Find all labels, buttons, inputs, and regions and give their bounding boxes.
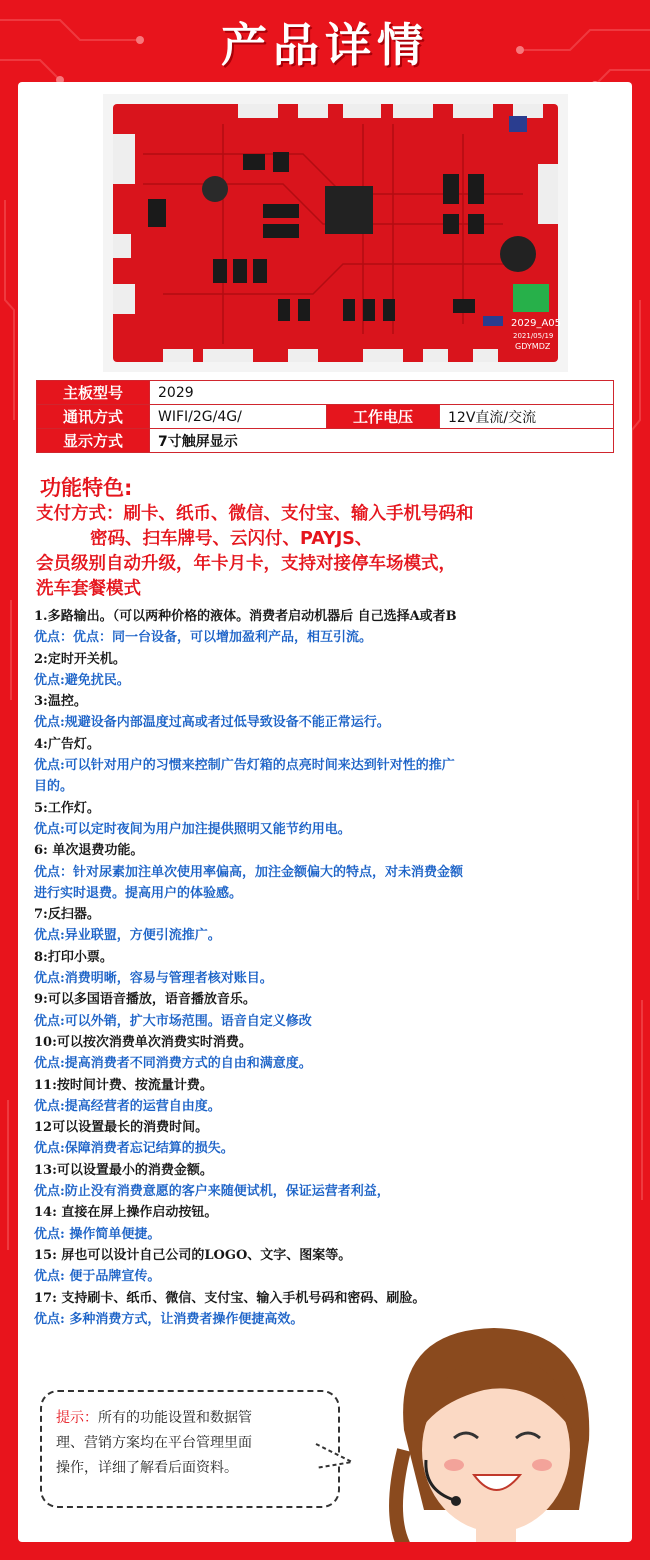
feature-item-advantage: 优点: 便于品牌宣传。 xyxy=(34,1269,161,1285)
customer-service-girl-illustration xyxy=(364,1310,630,1542)
feature-item-heading: 7:反扫器。 xyxy=(34,907,100,923)
spec-comm-value: WIFI/2G/4G/ xyxy=(150,405,327,429)
spec-model-value: 2029 xyxy=(150,381,614,405)
feature-item-advantage: 优点:消费明晰，容易与管理者核对账目。 xyxy=(34,971,273,987)
features-title: 功能特色: xyxy=(40,476,133,500)
tip-label: 提示： xyxy=(56,1410,98,1426)
spec-display-label: 显示方式 xyxy=(37,429,150,453)
feature-item-advantage: 优点: 多种消费方式，让消费者操作便捷高效。 xyxy=(34,1311,304,1327)
board-date-label: 2021/05/19 xyxy=(513,332,554,340)
features-line: 洗车套餐模式 xyxy=(36,579,141,599)
feature-item-heading: 11:按时间计费、按流量计费。 xyxy=(34,1077,213,1093)
feature-item-advantage: 进行实时退费。提高用户的体验感。 xyxy=(34,885,243,901)
features-line: 支付方式：刷卡、纸币、微信、支付宝、输入手机号码和 xyxy=(36,504,474,524)
feature-list xyxy=(34,608,624,1332)
feature-item-heading: 12可以设置最长的消费时间。 xyxy=(34,1120,209,1136)
feature-item-heading: 5:工作灯。 xyxy=(34,800,100,816)
tip-text: 理、营销方案均在平台管理里面 xyxy=(56,1435,252,1451)
feature-item-advantage: 目的。 xyxy=(34,779,74,795)
spec-comm-label: 通讯方式 xyxy=(37,405,150,429)
feature-item-advantage: 优点: 操作简单便捷。 xyxy=(34,1226,161,1242)
feature-item-advantage: 优点:提高消费者不同消费方式的自由和满意度。 xyxy=(34,1056,312,1072)
features-line: 密码、扫车牌号、云闪付、PAYJS、 xyxy=(90,529,373,549)
feature-item-heading: 3:温控。 xyxy=(34,694,87,710)
tip-text: 所有的功能设置和数据管 xyxy=(98,1410,252,1426)
tip-bubble xyxy=(40,1390,340,1508)
feature-item-advantage: 优点:防止没有消费意愿的客户来随便试机，保证运营者利益， xyxy=(34,1184,390,1200)
feature-item-heading: 9:可以多国语音播放，语音播放音乐。 xyxy=(34,992,256,1008)
feature-item-advantage: 优点:可以定时夜间为用户加注提供照明又能节约用电。 xyxy=(34,821,351,837)
spec-row-comm xyxy=(37,405,614,429)
circuit-board-image xyxy=(103,94,568,372)
feature-item-advantage: 优点：优点：同一台设备，可以增加盈利产品，相互引流。 xyxy=(34,630,373,646)
feature-item-advantage: 优点：针对尿素加注单次使用率偏高，加注金额偏大的特点，对未消费金额 xyxy=(34,864,464,880)
spec-table xyxy=(36,380,614,453)
spec-row-display xyxy=(37,429,614,453)
spec-display-value: 7寸触屏显示 xyxy=(150,429,614,453)
feature-item-advantage: 优点:可以针对用户的习惯来控制广告灯箱的点亮时间来达到针对性的推广 xyxy=(34,758,455,774)
board-brand-label: GDYMDZ xyxy=(515,342,551,351)
feature-item-heading: 8:打印小票。 xyxy=(34,949,113,965)
feature-item-advantage: 优点:规避设备内部温度过高或者过低导致设备不能正常运行。 xyxy=(34,715,390,731)
features-line: 会员级别自动升级，年卡月卡，支持对接停车场模式， xyxy=(36,554,456,574)
feature-item-advantage: 优点:提高经营者的运营自由度。 xyxy=(34,1098,221,1114)
board-model-label: 2029_A05 xyxy=(511,318,562,329)
feature-item-heading: 1.多路输出。（可以两种价格的液体。消费者启动机器后 自己选择A或者B xyxy=(34,609,457,624)
feature-item-heading: 14: 直接在屏上操作启动按钮。 xyxy=(34,1205,218,1221)
feature-item-heading: 13:可以设置最小的消费金额。 xyxy=(34,1162,213,1178)
feature-item-advantage: 优点:保障消费者忘记结算的损失。 xyxy=(34,1141,234,1157)
feature-item-advantage: 优点:避免扰民。 xyxy=(34,672,130,688)
page-title: 产品详情 xyxy=(221,18,429,72)
content-card xyxy=(18,82,632,1542)
feature-item-heading: 2:定时开关机。 xyxy=(34,651,126,667)
feature-item-heading: 6: 单次退费功能。 xyxy=(34,843,144,859)
tip-bubble-tail xyxy=(314,1442,354,1472)
tip-text: 操作，详细了解看后面资料。 xyxy=(56,1460,238,1476)
features-text xyxy=(36,502,622,602)
feature-item-heading: 4:广告灯。 xyxy=(34,736,100,752)
feature-item-advantage: 优点:异业联盟，方便引流推广。 xyxy=(34,928,221,944)
feature-item-advantage: 优点:可以外销，扩大市场范围。语音自定义修改 xyxy=(34,1013,312,1029)
spec-model-label: 主板型号 xyxy=(37,381,150,405)
feature-item-heading: 15: 屏也可以设计自己公司的LOGO、文字、图案等。 xyxy=(34,1247,352,1263)
feature-item-heading: 10:可以按次消费单次消费实时消费。 xyxy=(34,1034,252,1050)
spec-row-model xyxy=(37,381,614,405)
spec-voltage-value: 12V直流/交流 xyxy=(440,405,614,429)
feature-item-heading: 17: 支持刷卡、纸币、微信、支付宝、输入手机号码和密码、刷脸。 xyxy=(34,1290,426,1306)
spec-voltage-label: 工作电压 xyxy=(327,405,440,429)
